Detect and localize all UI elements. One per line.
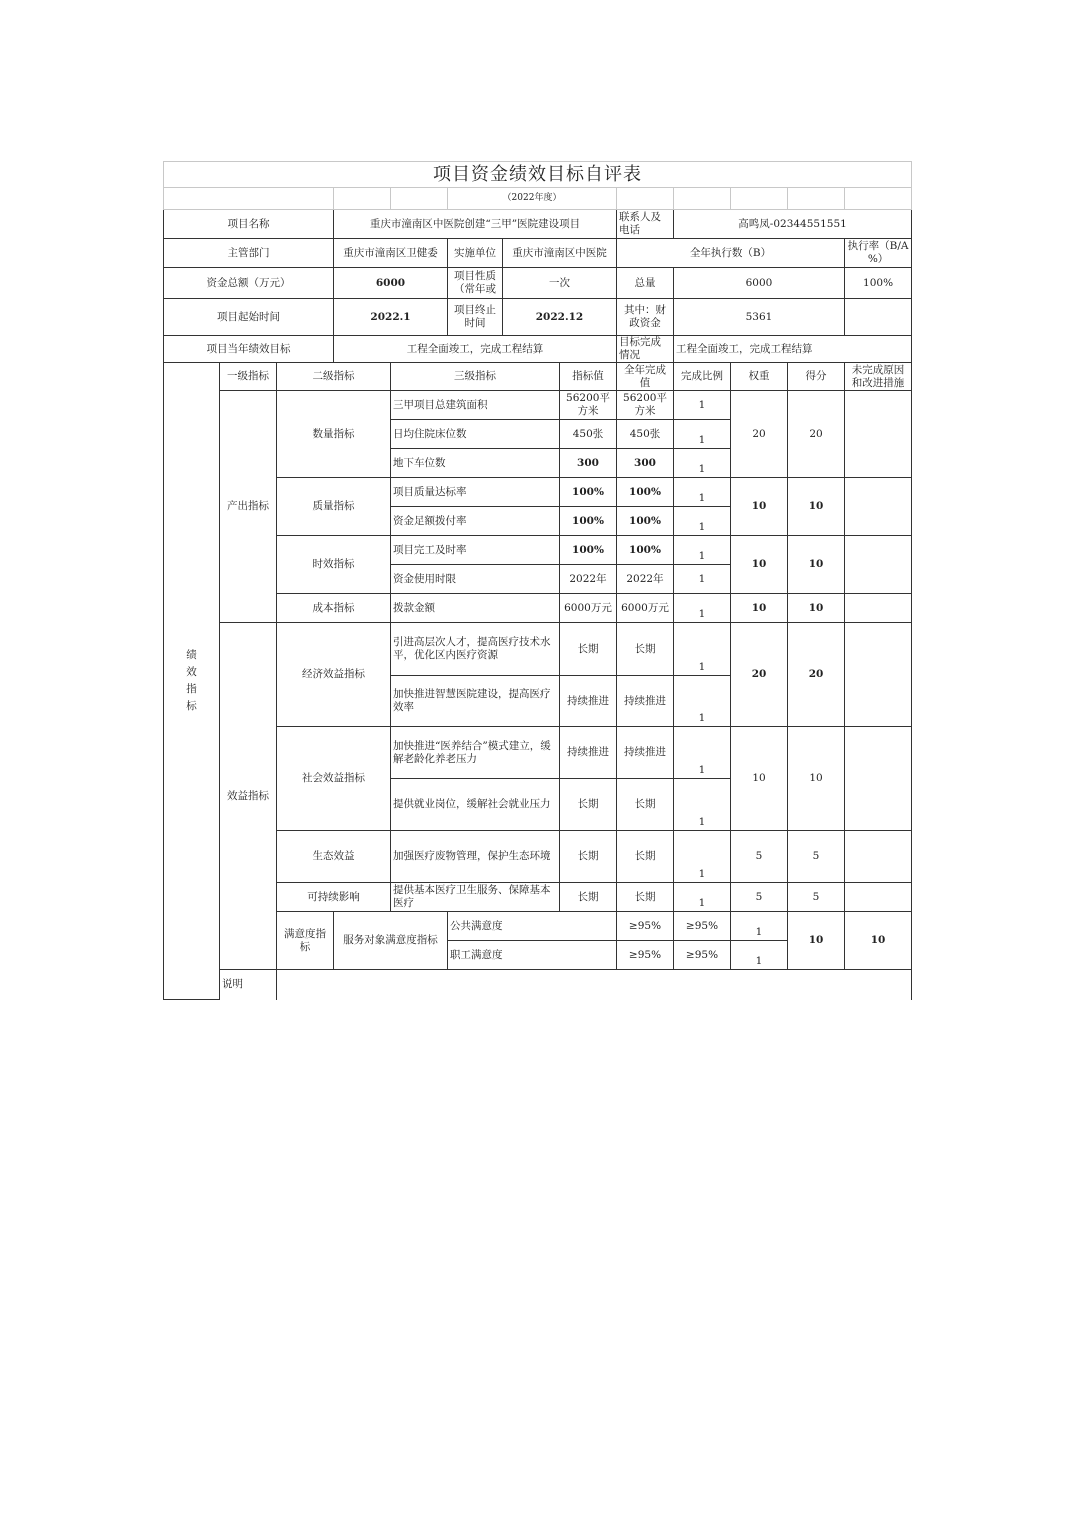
col-reason: 未完成原因和改进措施 [845,363,912,391]
weight-social: 10 [731,727,788,831]
col-ratio: 完成比例 [674,363,731,391]
nature-label: 项目性质（常年或 [448,268,503,299]
col-actual: 全年完成值 [617,363,674,391]
indicator-name: 加强医疗废物管理，保护生态环境 [391,831,560,883]
indicator-target: 100% [560,478,617,507]
reason-cell [845,831,912,883]
indicator-actual: 长期 [617,779,674,831]
reason-cell [845,727,912,831]
level1-output: 产出指标 [220,391,277,623]
fiscal-year: （2022年度） [448,188,617,210]
dept-value: 重庆市潼南区卫健委 [334,239,448,268]
indicator-name: 资金足额拨付率 [391,507,560,536]
indicator-ratio: 1 [674,831,731,883]
exec-rate-value: 100% [845,268,912,299]
indicator-target: 6000万元 [560,594,617,623]
weight-sustainable: 5 [731,883,788,912]
weight-timeliness: 10 [731,536,788,594]
indicator-actual: 长期 [617,883,674,912]
indicator-target: ≥95% [617,912,674,941]
goal-value: 工程全面竣工，完成工程结算 [334,336,617,363]
indicator-ratio: 1 [674,536,731,565]
nature-value: 一次 [503,268,617,299]
weight-quality: 10 [731,478,788,536]
col-weight: 权重 [731,363,788,391]
score-social: 10 [788,727,845,831]
indicator-name: 项目质量达标率 [391,478,560,507]
score-quality: 10 [788,478,845,536]
indicator-name: 加快推进智慧医院建设，提高医疗效率 [391,676,560,727]
indicator-ratio: 1 [674,565,731,594]
fiscal-value: 5361 [674,299,845,336]
total-value: 6000 [674,268,845,299]
indicator-actual: 450张 [617,420,674,449]
indicator-target: 长期 [560,883,617,912]
perf-indicator-text: 绩效指标 [186,649,197,712]
fund-value: 6000 [334,268,448,299]
indicator-ratio: 1 [674,507,731,536]
indicator-ratio: 1 [674,449,731,478]
indicator-target: 长期 [560,623,617,676]
indicator-actual: 100% [617,507,674,536]
indicator-target: 300 [560,449,617,478]
weight-ecological: 5 [731,831,788,883]
goal-label: 项目当年绩效目标 [164,336,334,363]
indicator-target: 持续推进 [560,676,617,727]
col-level3: 三级指标 [391,363,560,391]
indicator-name: 引进高层次人才，提高医疗技术水平，优化区内医疗资源 [391,623,560,676]
indicator-name: 拨款金额 [391,594,560,623]
dept-label: 主管部门 [164,239,334,268]
indicator-actual: 300 [617,449,674,478]
start-label: 项目起始时间 [164,299,334,336]
indicator-actual: 长期 [617,831,674,883]
weight-cost: 10 [731,594,788,623]
indicator-target: 100% [560,536,617,565]
indicator-target: 100% [560,507,617,536]
indicator-name: 地下车位数 [391,449,560,478]
indicator-target: 450张 [560,420,617,449]
indicator-actual: 56200平方米 [617,391,674,420]
reason-cell [845,391,912,478]
indicator-target: 56200平方米 [560,391,617,420]
col-target: 指标值 [560,363,617,391]
level1-benefit: 效益指标 [220,623,277,970]
group-social: 社会效益指标 [277,727,391,831]
note-label: 说明 [220,970,277,1000]
indicator-actual: 100% [617,536,674,565]
indicator-target: 长期 [560,779,617,831]
indicator-ratio: 1 [674,623,731,676]
indicator-ratio: 1 [731,912,788,941]
done-label: 目标完成情况 [617,336,674,363]
group-economic: 经济效益指标 [277,623,391,727]
reason-cell [845,623,912,727]
indicator-ratio: 1 [674,727,731,779]
indicator-target: 持续推进 [560,727,617,779]
indicator-actual: ≥95% [674,941,731,970]
indicator-ratio: 1 [674,883,731,912]
project-name-label: 项目名称 [164,210,334,239]
indicator-name: 加快推进“医养结合”模式建立，缓解老龄化养老压力 [391,727,560,779]
fiscal-label: 其中：财政资金 [617,299,674,336]
end-value: 2022.12 [503,299,617,336]
indicator-name: 公共满意度 [448,912,617,941]
indicator-actual: 持续推进 [617,727,674,779]
group-timeliness: 时效指标 [277,536,391,594]
score-timeliness: 10 [788,536,845,594]
indicator-ratio: 1 [674,676,731,727]
exec-rate-label: 执行率（B/A %） [845,239,912,268]
done-value: 工程全面竣工，完成工程结算 [674,336,912,363]
indicator-name: 提供基本医疗卫生服务、保障基本医疗 [391,883,560,912]
performance-self-evaluation-sheet [163,161,911,1003]
fund-label: 资金总额（万元） [164,268,334,299]
total-label: 总量 [617,268,674,299]
col-score: 得分 [788,363,845,391]
level1-satisfaction: 满意度指标 [277,912,334,970]
perf-indicator-label [164,363,220,1000]
weight-quantity: 20 [731,391,788,478]
impl-label: 实施单位 [448,239,503,268]
weight-service: 10 [788,912,845,970]
indicator-actual: 持续推进 [617,676,674,727]
contact-value: 高鸣凤-02344551551 [674,210,912,239]
reason-cell [845,536,912,594]
indicator-ratio: 1 [674,478,731,507]
note-content [277,970,912,1000]
indicator-name: 资金使用时限 [391,565,560,594]
group-sustainable: 可持续影响 [277,883,391,912]
indicator-actual: 6000万元 [617,594,674,623]
indicator-ratio: 1 [674,391,731,420]
indicator-ratio: 1 [674,779,731,831]
group-quality: 质量指标 [277,478,391,536]
group-quantity: 数量指标 [277,391,391,478]
project-name: 重庆市潼南区中医院创建“三甲”医院建设项目 [334,210,617,239]
indicator-actual: 2022年 [617,565,674,594]
reason-cell [845,883,912,912]
weight-economic: 20 [731,623,788,727]
sheet-title: 项目资金绩效目标自评表 [164,162,912,188]
reason-cell [845,594,912,623]
reason-cell [845,478,912,536]
score-ecological: 5 [788,831,845,883]
col-level2: 二级指标 [277,363,391,391]
group-cost: 成本指标 [277,594,391,623]
indicator-name: 项目完工及时率 [391,536,560,565]
indicator-target: 2022年 [560,565,617,594]
indicator-name: 职工满意度 [448,941,617,970]
group-ecological: 生态效益 [277,831,391,883]
exec-count-label: 全年执行数（B） [617,239,845,268]
indicator-actual: ≥95% [674,912,731,941]
col-level1: 一级指标 [220,363,277,391]
group-service: 服务对象满意度指标 [334,912,448,970]
indicator-name: 提供就业岗位，缓解社会就业压力 [391,779,560,831]
score-cost: 10 [788,594,845,623]
end-label: 项目终止时间 [448,299,503,336]
indicator-name: 日均住院床位数 [391,420,560,449]
indicator-name: 三甲项目总建筑面积 [391,391,560,420]
start-value: 2022.1 [334,299,448,336]
indicator-ratio: 1 [674,420,731,449]
score-quantity: 20 [788,391,845,478]
contact-label: 联系人及电话 [617,210,674,239]
indicator-ratio: 1 [674,594,731,623]
indicator-actual: 长期 [617,623,674,676]
indicator-actual: 100% [617,478,674,507]
indicator-target: ≥95% [617,941,674,970]
indicator-target: 长期 [560,831,617,883]
impl-value: 重庆市潼南区中医院 [503,239,617,268]
evaluation-table [163,161,912,1000]
score-service: 10 [845,912,912,970]
score-economic: 20 [788,623,845,727]
score-sustainable: 5 [788,883,845,912]
indicator-ratio: 1 [731,941,788,970]
